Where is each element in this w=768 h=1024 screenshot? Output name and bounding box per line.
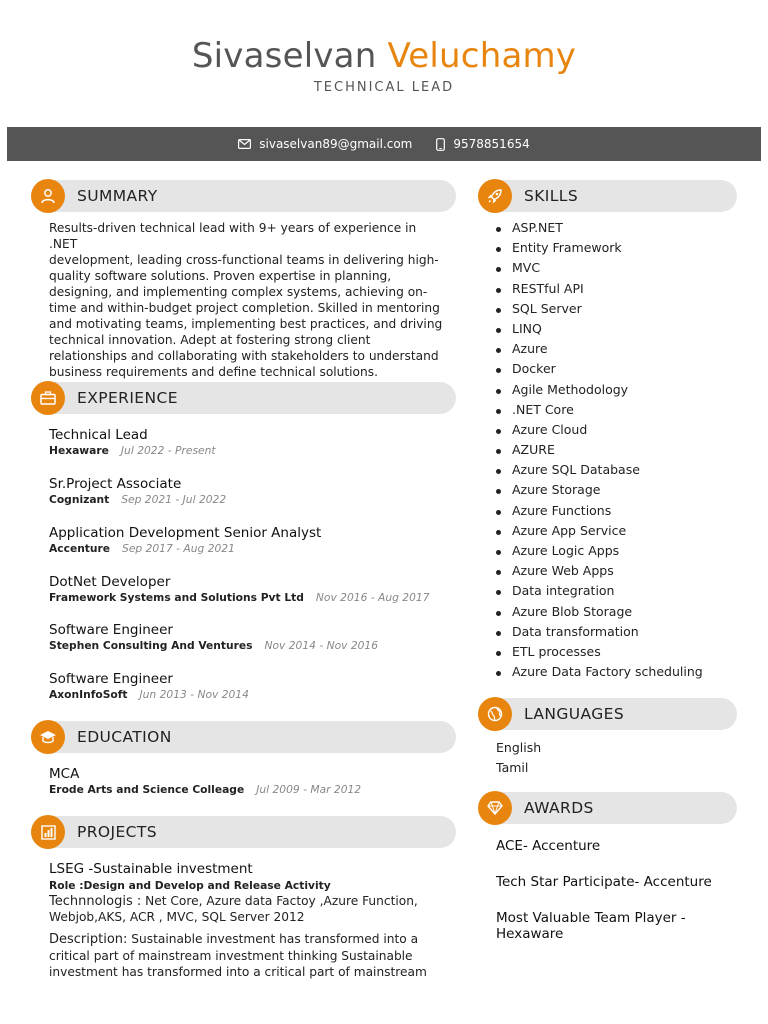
list-item: Agile Methodology (496, 380, 746, 400)
job-title: Software Engineer (49, 671, 173, 687)
list-item: .NET Core (496, 400, 746, 420)
job-dates: Sep 2021 - Jul 2022 (121, 493, 227, 506)
project-name: LSEG -Sustainable investment (49, 861, 253, 877)
list-item: Azure Logic Apps (496, 541, 746, 561)
summary-title: SUMMARY (77, 187, 158, 205)
education-title: EDUCATION (77, 728, 172, 746)
job-company: Framework Systems and Solutions Pvt Ltd (49, 591, 304, 604)
list-item: Data integration (496, 581, 746, 601)
list-item: Azure Cloud (496, 420, 746, 440)
list-item: Azure (496, 339, 746, 359)
globe-icon (478, 697, 512, 731)
education-entry (49, 766, 449, 796)
list-item: Tamil (496, 760, 529, 775)
languages-list (496, 738, 541, 778)
user-icon (31, 179, 65, 213)
awards-header (478, 792, 737, 824)
list-item: Azure SQL Database (496, 460, 746, 480)
job-dates: Nov 2014 - Nov 2016 (264, 639, 379, 652)
list-item: ASP.NET (496, 218, 746, 238)
briefcase-icon (31, 381, 65, 415)
list-item: Azure Storage (496, 480, 746, 500)
project-description: Description: Sustainable investment has transformed into a critical part of mainstream investment thinking Sustainable investment has transformed into a critical part of mainstream (49, 932, 427, 979)
job-title: DotNet Developer (49, 574, 171, 590)
job-title: Technical Lead (49, 427, 148, 443)
list-item: SQL Server (496, 299, 746, 319)
award-item: Most Valuable Team Player - Hexaware (496, 910, 686, 942)
list-item: LINQ (496, 319, 746, 339)
project-technologies: Technnologis : Net Core, Azure data Factoy ,Azure Function, Webjob,AKS, ACR , MVC, SQL Server 2012 (49, 894, 418, 924)
education-dates: Jul 2009 - Mar 2012 (256, 783, 362, 796)
job-company: Accenture (49, 542, 111, 555)
project-role: Role :Design and Develop and Release Activity (49, 879, 331, 892)
job-company: Stephen Consulting And Ventures (49, 639, 253, 652)
projects-header (31, 816, 456, 848)
list-item: Docker (496, 359, 746, 379)
projects-title: PROJECTS (77, 823, 158, 841)
job-entry (49, 622, 449, 652)
job-dates: Nov 2016 - Aug 2017 (315, 591, 430, 604)
rocket-icon (478, 179, 512, 213)
job-company: AxonInfoSoft (49, 688, 128, 701)
languages-title: LANGUAGES (524, 705, 625, 723)
job-entry (49, 476, 449, 506)
email-contact[interactable] (238, 137, 412, 151)
awards-title: AWARDS (524, 799, 594, 817)
first-name: Sivaselvan (191, 36, 377, 76)
bar-chart-icon (31, 815, 65, 849)
candidate-name (0, 36, 768, 76)
list-item: Azure Data Factory scheduling (496, 662, 746, 682)
experience-header (31, 382, 456, 414)
contact-bar (7, 127, 761, 161)
list-item: ETL processes (496, 642, 746, 662)
summary-text: Results-driven technical lead with 9+ years of experience in .NET development, leading cross-functional teams in delivering high- quality software solutions. Proven expertise in planning, designing, and implementing complex systems, achieving on- time and within-budget project completion. Skilled in mentoring and motivating teams, implementing best practices, and driving technical innovation. Adept at fostering strong client relationships and collaborating with stakeholders to understand business requirements and define technical solutions. (49, 221, 443, 379)
education-header (31, 721, 456, 753)
job-entry (49, 525, 449, 555)
phone-contact[interactable] (436, 137, 529, 151)
tech-label: Technnologis : (49, 894, 142, 909)
job-entry (49, 671, 449, 701)
job-title: Sr.Project Associate (49, 476, 182, 492)
last-name: Veluchamy (387, 36, 577, 76)
job-role: TECHNICAL LEAD (313, 80, 455, 95)
list-item: Data transformation (496, 622, 746, 642)
phone-text[interactable]: 9578851654 (453, 137, 530, 151)
job-dates: Jul 2022 - Present (120, 444, 216, 457)
list-item: Azure Blob Storage (496, 602, 746, 622)
job-entry (49, 574, 449, 604)
list-item: Azure App Service (496, 521, 746, 541)
degree: MCA (49, 766, 80, 782)
job-company: Hexaware (49, 444, 109, 457)
experience-title: EXPERIENCE (77, 389, 178, 407)
list-item: AZURE (496, 440, 746, 460)
description-label: Description: (49, 932, 128, 947)
diamond-icon (478, 791, 512, 825)
job-title: Application Development Senior Analyst (49, 525, 322, 541)
job-dates: Sep 2017 - Aug 2021 (122, 542, 235, 555)
skills-list (496, 218, 746, 682)
award-item: Tech Star Participate- Accenture (496, 874, 712, 890)
languages-header (478, 698, 737, 730)
list-item: Azure Web Apps (496, 561, 746, 581)
mobile-phone-icon (436, 138, 445, 151)
list-item: English (496, 740, 542, 755)
skills-header (478, 180, 737, 212)
job-company: Cognizant (49, 493, 110, 506)
list-item: Azure Functions (496, 501, 746, 521)
envelope-icon (238, 139, 251, 149)
job-entry (49, 427, 449, 457)
graduation-cap-icon (31, 720, 65, 754)
job-title: Software Engineer (49, 622, 173, 638)
job-dates: Jun 2013 - Nov 2014 (139, 688, 249, 701)
summary-header (31, 180, 456, 212)
email-text[interactable]: sivaselvan89@gmail.com (259, 137, 413, 151)
list-item: Entity Framework (496, 238, 746, 258)
award-item: ACE- Accenture (496, 838, 601, 854)
school: Erode Arts and Science Colleage (49, 783, 245, 796)
skills-title: SKILLS (524, 187, 579, 205)
list-item: RESTful API (496, 279, 746, 299)
list-item: MVC (496, 258, 746, 278)
